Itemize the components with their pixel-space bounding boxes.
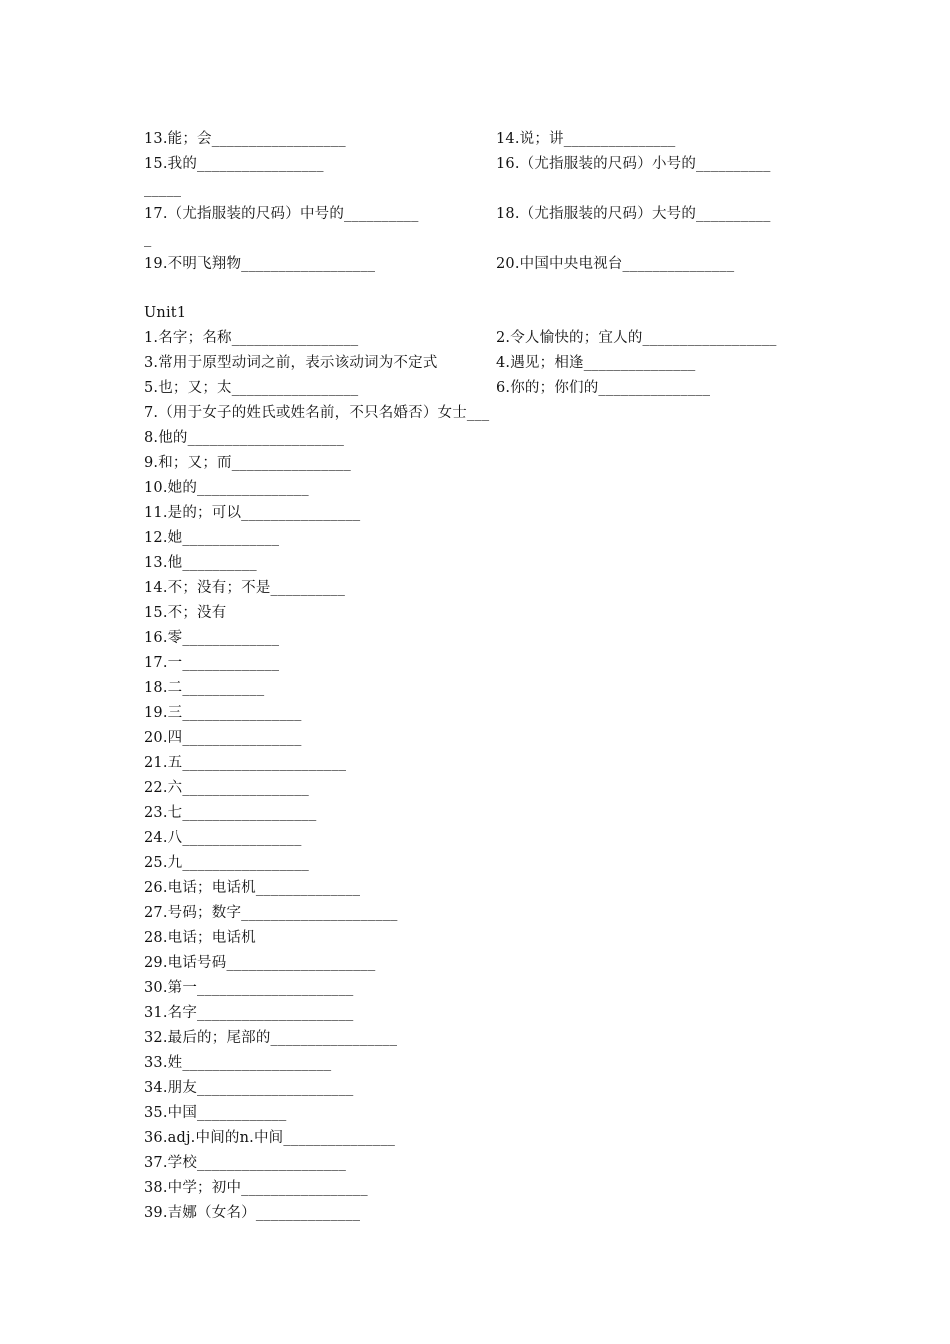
- vocab-line: 18.（尤指服装的尺码）大号的__________: [496, 206, 771, 222]
- vocab-line: 11.是的；可以________________: [144, 505, 361, 521]
- vocab-line: 17.（尤指服装的尺码）中号的__________: [144, 206, 419, 222]
- vocab-line: 5.也；又；太_________________: [144, 380, 359, 396]
- vocab-line: 25.九_________________: [144, 855, 310, 871]
- vocab-line-wrap: _____: [144, 181, 182, 197]
- vocab-line: 36.adj.中间的n.中间_______________: [144, 1130, 396, 1146]
- vocab-line: 16.零_____________: [144, 630, 280, 646]
- vocab-line-wrap: _: [144, 231, 152, 247]
- vocab-line: 33.姓____________________: [144, 1055, 332, 1071]
- vocab-line: 16.（尤指服装的尺码）小号的__________: [496, 156, 771, 172]
- vocab-line: 12.她_____________: [144, 530, 280, 546]
- vocab-line: 4.遇见；相逢_______________: [496, 355, 696, 371]
- vocab-line: 38.中学；初中_________________: [144, 1180, 368, 1196]
- vocab-line: 8.他的_____________________: [144, 430, 345, 446]
- vocab-line: 32.最后的；尾部的_________________: [144, 1030, 398, 1046]
- vocab-line: 1.名字；名称_________________: [144, 330, 359, 346]
- vocab-line: 15.不；没有: [144, 605, 227, 621]
- vocab-line: 37.学校____________________: [144, 1155, 347, 1171]
- vocab-line: 26.电话；电话机______________: [144, 880, 361, 896]
- vocab-line: 28.电话；电话机: [144, 930, 256, 946]
- vocab-line: 20.四________________: [144, 730, 302, 746]
- vocab-line: 13.他__________: [144, 555, 257, 571]
- vocab-line: 30.第一_____________________: [144, 980, 354, 996]
- vocab-line: 19.不明飞翔物__________________: [144, 256, 376, 272]
- vocab-line: 6.你的；你们的_______________: [496, 380, 711, 396]
- vocab-line: 14.不；没有；不是__________: [144, 580, 346, 596]
- vocab-line: 13.能；会__________________: [144, 131, 346, 147]
- vocab-line: 20.中国中央电视台_______________: [496, 256, 735, 272]
- vocab-line: 24.八________________: [144, 830, 302, 846]
- vocab-line: 29.电话号码____________________: [144, 955, 376, 971]
- vocab-line: 18.二___________: [144, 680, 265, 696]
- vocab-line: 34.朋友_____________________: [144, 1080, 354, 1096]
- vocab-line: 35.中国____________: [144, 1105, 287, 1121]
- vocab-line: 31.名字_____________________: [144, 1005, 354, 1021]
- vocab-line: 17.一_____________: [144, 655, 280, 671]
- unit-heading: Unit1: [144, 305, 187, 321]
- vocab-line: 2.令人愉快的；宜人的__________________: [496, 330, 777, 346]
- vocab-line: 7.（用于女子的姓氏或姓名前，不只名婚否）女士___: [144, 405, 490, 421]
- vocab-line: 21.五______________________: [144, 755, 347, 771]
- vocab-line: 9.和；又；而________________: [144, 455, 351, 471]
- vocab-line: 15.我的_________________: [144, 156, 324, 172]
- vocab-line: 3.常用于原型动词之前，表示该动词为不定式: [144, 355, 438, 371]
- vocab-line: 10.她的_______________: [144, 480, 309, 496]
- vocab-line: 39.吉娜（女名）______________: [144, 1205, 361, 1221]
- vocab-line: 14.说；讲_______________: [496, 131, 676, 147]
- vocab-line: 23.七__________________: [144, 805, 317, 821]
- vocab-line: 27.号码；数字_____________________: [144, 905, 398, 921]
- vocab-line: 22.六_________________: [144, 780, 310, 796]
- vocab-line: 19.三________________: [144, 705, 302, 721]
